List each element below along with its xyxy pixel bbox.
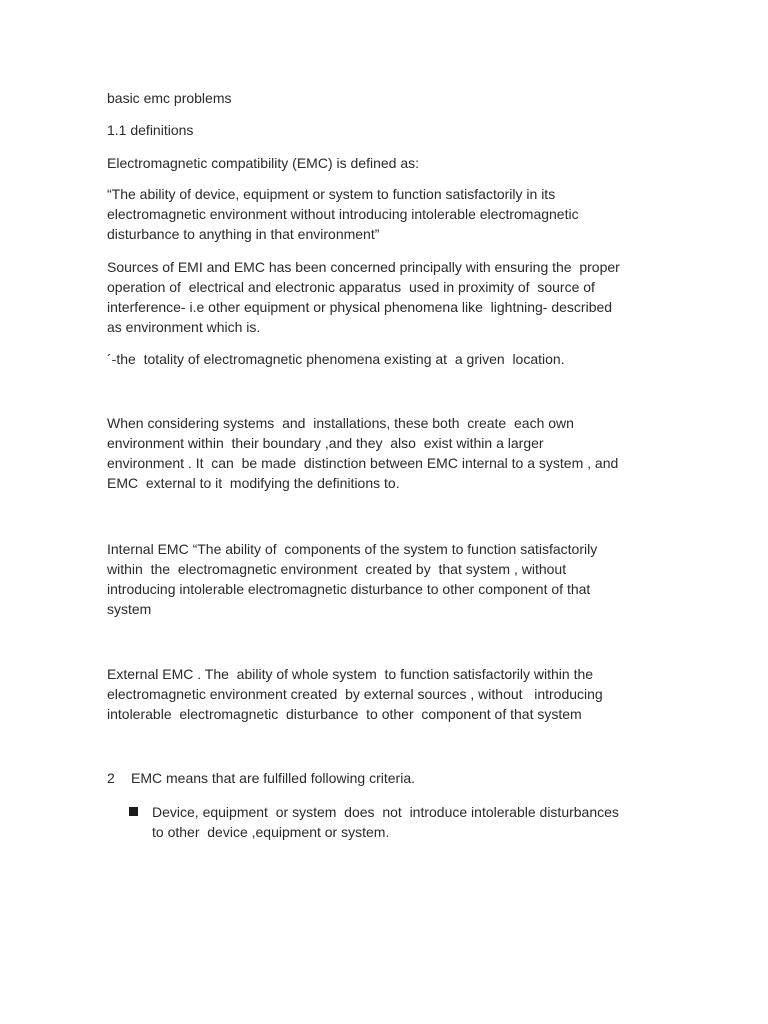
systems-line: environment . It can be made distinction between EMC internal to a system , and bbox=[107, 455, 619, 471]
systems-line: EMC external to it modifying the definitions to. bbox=[107, 475, 400, 491]
internal-line: Internal EMC “The ability of components of the system to function satisfactorily bbox=[107, 541, 598, 557]
intro-paragraph: Electromagnetic compatibility (EMC) is defined as: bbox=[107, 155, 420, 171]
sources-line: interference- i.e other equipment or physical phenomena like lightning- described bbox=[107, 299, 613, 315]
external-line: intolerable electromagnetic disturbance to other component of that system bbox=[107, 706, 582, 722]
sources-line: as environment which is. bbox=[107, 319, 261, 335]
systems-paragraph bbox=[107, 413, 618, 493]
quote-line: electromagnetic environment without introducing intolerable electromagnetic bbox=[107, 206, 579, 222]
internal-line: within the electromagnetic environment created by that system , without bbox=[107, 561, 567, 577]
quote-line: “The ability of device, equipment or system to function satisfactorily in its bbox=[107, 186, 556, 202]
criteria-text: EMC means that are fulfilled following criteria. bbox=[131, 770, 416, 786]
criteria-paragraph bbox=[107, 768, 415, 788]
sources-line: operation of electrical and electronic apparatus used in proximity of source of bbox=[107, 279, 595, 295]
document-heading: basic emc problems bbox=[107, 90, 232, 106]
totality-paragraph: ´-the totality of electromagnetic phenomena existing at a griven location. bbox=[107, 351, 565, 367]
external-line: External EMC . The ability of whole system to function satisfactorily within the bbox=[107, 666, 594, 682]
internal-line: introducing intolerable electromagnetic disturbance to other component of that bbox=[107, 581, 591, 597]
quote-line: disturbance to anything in that environment” bbox=[107, 226, 380, 242]
bullet-text: Device, equipment or system does not introduce intolerable disturbances to other device ,equipment or system. bbox=[152, 804, 619, 840]
external-line: electromagnetic environment created by external sources , without introducing bbox=[107, 686, 603, 702]
external-emc-paragraph bbox=[107, 664, 603, 724]
section-title: 1.1 definitions bbox=[107, 122, 194, 138]
definition-quote bbox=[107, 184, 579, 244]
sources-line: Sources of EMI and EMC has been concerned principally with ensuring the proper bbox=[107, 259, 620, 275]
internal-emc-paragraph bbox=[107, 539, 597, 619]
sources-paragraph bbox=[107, 257, 620, 337]
internal-line: system bbox=[107, 601, 152, 617]
list-item bbox=[129, 802, 619, 842]
systems-line: When considering systems and installations, these both create each own bbox=[107, 415, 574, 431]
systems-line: environment within their boundary ,and they also exist within a larger bbox=[107, 435, 544, 451]
criteria-number: 2 bbox=[107, 770, 115, 786]
square-bullet-icon bbox=[129, 807, 138, 816]
